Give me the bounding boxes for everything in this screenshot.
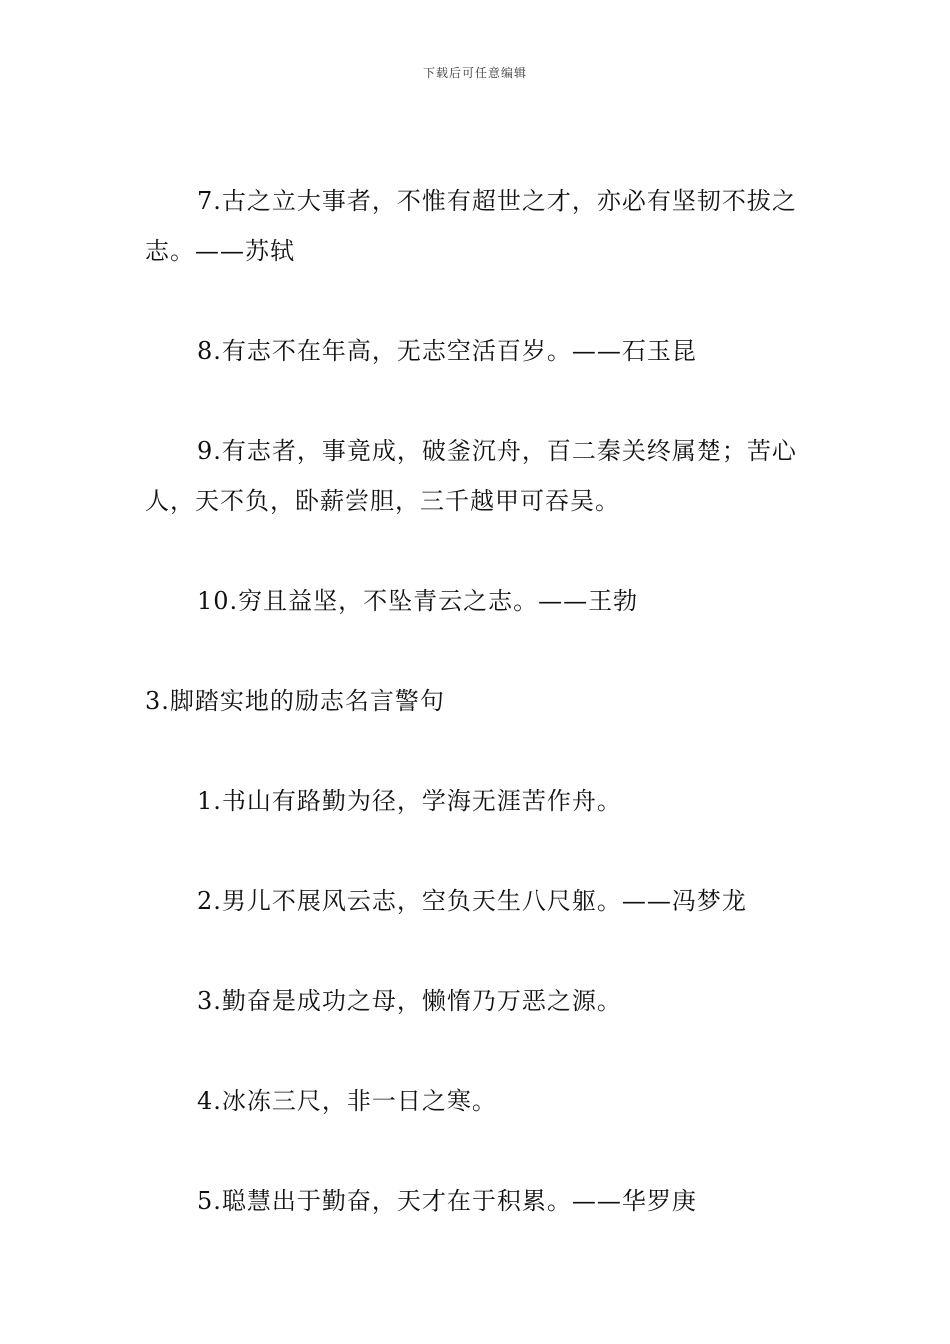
document-body	[145, 176, 810, 1276]
page-header: 下载后可任意编辑	[422, 66, 527, 80]
quote-item: 3.勤奋是成功之母，懒惰乃万恶之源。	[197, 987, 622, 1015]
quote-item: 7.古之立大事者，不惟有超世之才，亦必有坚韧不拔之志。——苏轼	[145, 187, 797, 265]
quote-item: 2.男儿不展风云志，空负天生八尺躯。——冯梦龙	[197, 887, 747, 915]
quote-item: 10.穷且益坚，不坠青云之志。——王勃	[197, 587, 639, 615]
quote-item: 5.聪慧出于勤奋，天才在于积累。——华罗庚	[197, 1187, 697, 1215]
quote-item: 8.有志不在年高，无志空活百岁。——石玉昆	[197, 337, 697, 365]
quote-item: 9.有志者，事竟成，破釜沉舟，百二秦关终属楚；苦心人，天不负，卧薪尝胆，三千越甲可吞吴。	[145, 437, 797, 515]
quote-item: 4.冰冻三尺，非一日之寒。	[197, 1087, 497, 1115]
section-heading: 3.脚踏实地的励志名言警句	[145, 687, 445, 715]
quote-item: 1.书山有路勤为径，学海无涯苦作舟。	[197, 787, 622, 815]
